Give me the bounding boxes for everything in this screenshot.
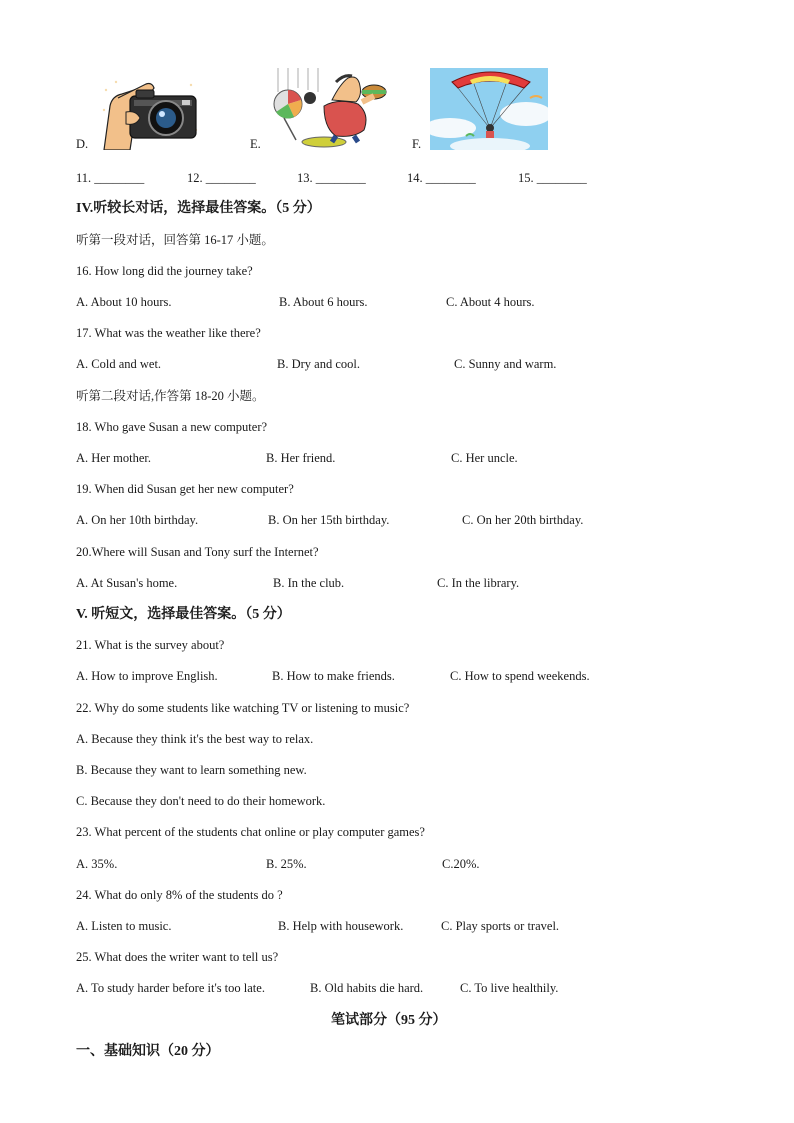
- dialog-2-intro: 听第二段对话,作答第 18-20 小题。: [76, 389, 265, 403]
- section-v-heading: V. 听短文，选择最佳答案。（5 分）: [76, 607, 291, 622]
- picture-d-letter: D.: [76, 137, 89, 151]
- question-21: 21. What is the survey about?: [76, 638, 225, 652]
- q16-option-a[interactable]: A. About 10 hours.: [76, 295, 172, 309]
- q25-option-a[interactable]: A. To study harder before it's too late.: [76, 981, 265, 995]
- question-25: 25. What does the writer want to tell us?: [76, 950, 279, 964]
- answer-blank-15[interactable]: 15. ________: [518, 171, 587, 185]
- question-17: 17. What was the weather like there?: [76, 326, 261, 340]
- q20-option-c[interactable]: C. In the library.: [437, 576, 520, 590]
- answer-blank-12[interactable]: 12. ________: [187, 171, 256, 185]
- q24-option-b[interactable]: B. Help with housework.: [278, 919, 404, 933]
- question-23: 23. What percent of the students chat online or play computer games?: [76, 825, 425, 839]
- question-19: 19. When did Susan get her new computer?: [76, 482, 294, 496]
- q25-option-b[interactable]: B. Old habits die hard.: [310, 981, 424, 995]
- q21-option-a[interactable]: A. How to improve English.: [76, 669, 218, 683]
- q17-option-c[interactable]: C. Sunny and warm.: [454, 357, 557, 371]
- q18-option-b[interactable]: B. Her friend.: [266, 451, 336, 465]
- q23-option-c[interactable]: C.20%.: [442, 857, 480, 871]
- answer-blank-11[interactable]: 11. ________: [76, 171, 145, 185]
- question-22: 22. Why do some students like watching TV or listening to music?: [76, 701, 410, 715]
- section-iv-heading: IV.听较长对话，选择最佳答案。（5 分）: [76, 201, 321, 216]
- q20-option-b[interactable]: B. In the club.: [273, 576, 345, 590]
- dialog-1-intro: 听第一段对话，回答第 16-17 小题。: [76, 233, 274, 247]
- question-16: 16. How long did the journey take?: [76, 264, 253, 278]
- q25-option-c[interactable]: C. To live healthily.: [460, 981, 559, 995]
- picture-f-letter: F.: [412, 137, 422, 151]
- q16-option-c[interactable]: C. About 4 hours.: [446, 295, 535, 309]
- question-18: 18. Who gave Susan a new computer?: [76, 420, 268, 434]
- picture-e-letter: E.: [250, 137, 261, 151]
- q23-option-a[interactable]: A. 35%.: [76, 857, 118, 871]
- camera-in-hand-icon: [96, 70, 202, 150]
- q24-option-c[interactable]: C. Play sports or travel.: [441, 919, 560, 933]
- written-part-heading: 笔试部分（95 分）: [331, 1013, 447, 1028]
- q19-option-b[interactable]: B. On her 15th birthday.: [268, 513, 390, 527]
- q23-option-b[interactable]: B. 25%.: [266, 857, 307, 871]
- q17-option-a[interactable]: A. Cold and wet.: [76, 357, 162, 371]
- q18-option-c[interactable]: C. Her uncle.: [451, 451, 518, 465]
- paragliding-icon: [430, 68, 548, 150]
- answer-blank-13[interactable]: 13. ________: [297, 171, 366, 185]
- picture-e: [266, 68, 390, 150]
- q20-option-a[interactable]: A. At Susan's home.: [76, 576, 178, 590]
- q17-option-b[interactable]: B. Dry and cool.: [277, 357, 360, 371]
- answer-blank-14[interactable]: 14. ________: [407, 171, 476, 185]
- q21-option-b[interactable]: B. How to make friends.: [272, 669, 395, 683]
- q22-option-c[interactable]: C. Because they don't need to do their homework.: [76, 794, 326, 808]
- q21-option-c[interactable]: C. How to spend weekends.: [450, 669, 590, 683]
- q18-option-a[interactable]: A. Her mother.: [76, 451, 151, 465]
- man-eating-burger-on-scale-icon: [266, 68, 390, 150]
- q19-option-c[interactable]: C. On her 20th birthday.: [462, 513, 584, 527]
- q19-option-a[interactable]: A. On her 10th birthday.: [76, 513, 199, 527]
- basic-knowledge-heading: 一、基础知识（20 分）: [76, 1044, 220, 1059]
- q22-option-b[interactable]: B. Because they want to learn something new.: [76, 763, 307, 777]
- question-24: 24. What do only 8% of the students do ?: [76, 888, 283, 902]
- q24-option-a[interactable]: A. Listen to music.: [76, 919, 172, 933]
- question-20: 20.Where will Susan and Tony surf the Internet?: [76, 545, 319, 559]
- q22-option-a[interactable]: A. Because they think it's the best way to relax.: [76, 732, 314, 746]
- picture-d: [96, 70, 202, 150]
- picture-f: [430, 68, 548, 150]
- q16-option-b[interactable]: B. About 6 hours.: [279, 295, 368, 309]
